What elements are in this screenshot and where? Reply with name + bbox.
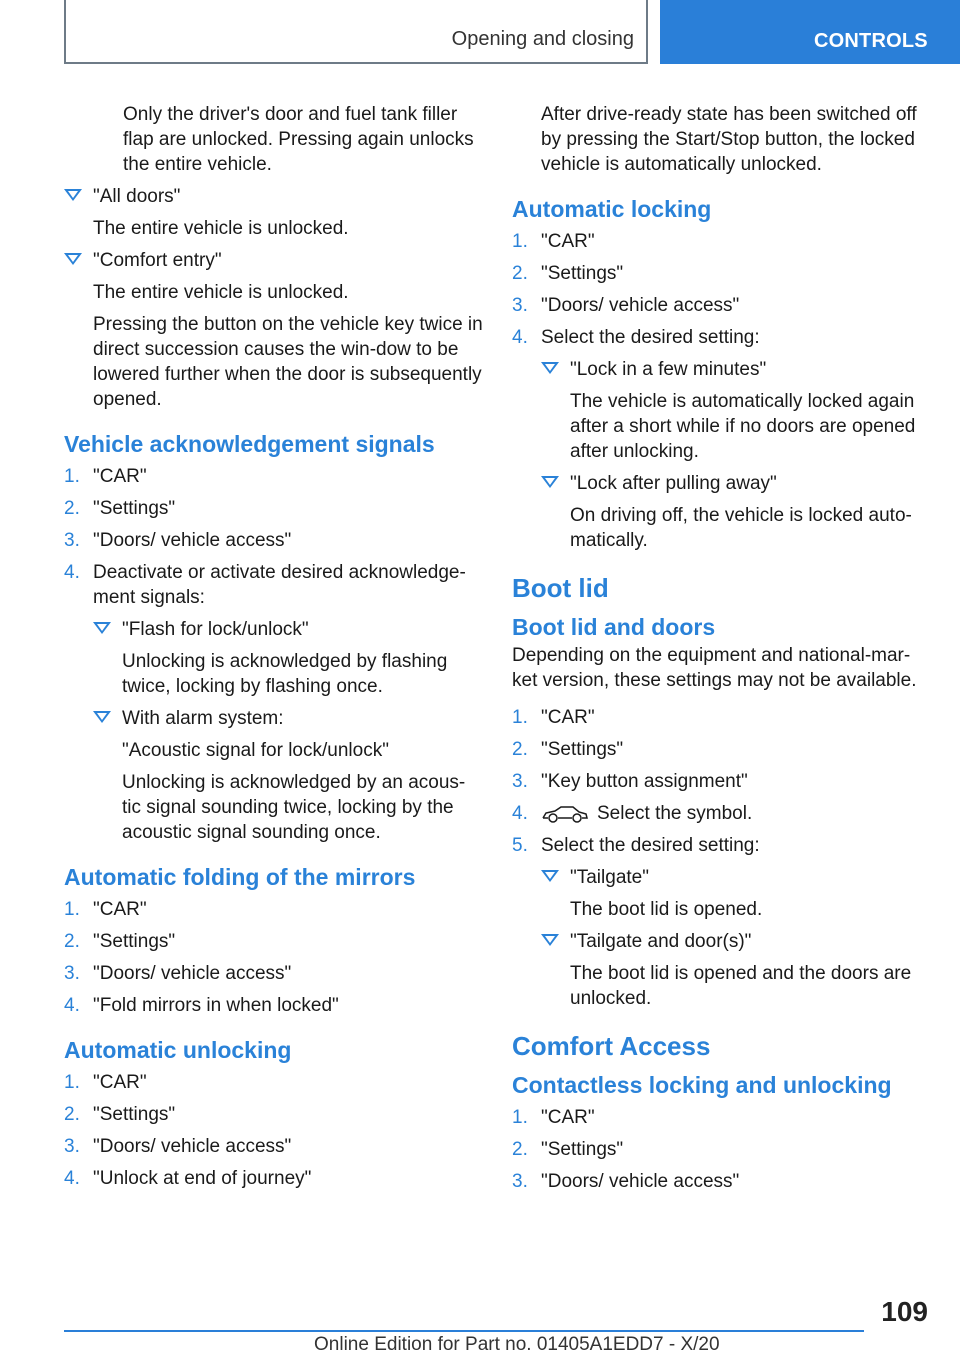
triangle-bullet-icon <box>541 362 559 374</box>
list-item: 4. Select the symbol. <box>512 803 753 824</box>
fold-steps <box>64 897 484 1018</box>
boot-options-list <box>541 865 932 1011</box>
lock-steps <box>512 229 932 553</box>
boot-steps <box>512 705 932 1011</box>
list-item: 1. "CAR" <box>512 707 595 728</box>
list-item: With alarm system: "Acoustic signal for lock/unlock" Unlocking is acknowledged by an acous-tic signal sounding twice, locking by the acoustic signal sounding once. <box>93 706 484 845</box>
list-item: "Tailgate" The boot lid is opened. <box>541 865 932 922</box>
list-item: "Lock in a few minutes" The vehicle is automatically locked again after a short while if no doors are opened after unlocking. <box>541 357 932 464</box>
triangle-bullet-icon <box>541 870 559 882</box>
list-item: 3. "Doors/ vehicle access" <box>512 295 740 316</box>
footer-edition: Online Edition for Part no. 01405A1EDD7 - X/20 <box>314 1334 720 1355</box>
unlock-steps <box>64 1070 484 1191</box>
list-item: 1. "CAR" <box>64 899 147 920</box>
list-item: "All doors" The entire vehicle is unlocked. <box>64 184 484 241</box>
list-item: 4. "Unlock at end of journey" <box>64 1168 312 1189</box>
unlock-options-list <box>64 184 484 412</box>
triangle-bullet-icon <box>64 189 82 201</box>
page-header <box>0 0 960 66</box>
heading-boot-lid-doors: Boot lid and doors <box>512 614 716 640</box>
boot-intro: Depending on the equipment and national-mar-ket version, these settings may not be available. <box>512 645 917 691</box>
list-item: 2. "Settings" <box>512 263 624 284</box>
list-item: 3. "Doors/ vehicle access" <box>64 1136 292 1157</box>
list-item: 1. "CAR" <box>64 1072 147 1093</box>
list-item: 1. "CAR" <box>512 231 595 252</box>
list-item: "Flash for lock/unlock" Unlocking is acknowledged by flashing twice, locking by flashing once. <box>93 617 484 699</box>
triangle-bullet-icon <box>93 711 111 723</box>
left-column <box>64 102 484 1198</box>
heading-mirror-folding: Automatic folding of the mirrors <box>64 864 416 890</box>
triangle-bullet-icon <box>541 934 559 946</box>
list-item: 3. "Doors/ vehicle access" <box>64 530 292 551</box>
list-item: "Lock after pulling away" On driving off, the vehicle is locked auto-matically. <box>541 471 932 553</box>
list-item: 1. "CAR" <box>512 1107 595 1128</box>
car-icon <box>541 804 589 824</box>
list-item: 4. "Fold mirrors in when locked" <box>64 995 339 1016</box>
heading-auto-locking: Automatic locking <box>512 196 712 222</box>
heading-auto-unlocking: Automatic unlocking <box>64 1037 292 1063</box>
triangle-bullet-icon <box>93 622 111 634</box>
page-number: 109 <box>881 1296 928 1327</box>
lock-options-list <box>541 357 932 553</box>
intro-paragraph: After drive-ready state has been switched off by pressing the Start/Stop button, the locked vehicle is automatically unlocked. <box>541 104 917 175</box>
list-item: 2. "Settings" <box>64 931 176 952</box>
right-column <box>512 102 932 1201</box>
ack-options-list <box>93 617 484 845</box>
list-item: 2. "Settings" <box>512 739 624 760</box>
list-item: 3. "Doors/ vehicle access" <box>512 1171 740 1192</box>
list-item: 2. "Settings" <box>512 1139 624 1160</box>
list-item: 4. Select the desired setting: "Lock in a few minutes" The vehicle is automatically locked again after a short while if no doors are opened after unlocking. "Lock after pulling away" On driving off, the vehicle is locked auto-matically. <box>512 325 932 553</box>
list-item: 2. "Settings" <box>64 498 176 519</box>
triangle-bullet-icon <box>541 476 559 488</box>
triangle-bullet-icon <box>64 253 82 265</box>
list-item: 1. "CAR" <box>64 466 147 487</box>
list-item: "Tailgate and door(s)" The boot lid is opened and the doors are unlocked. <box>541 929 932 1011</box>
heading-acknowledgement: Vehicle acknowledgement signals <box>64 431 435 457</box>
list-item: "Comfort entry" The entire vehicle is unlocked. Pressing the button on the vehicle key twice in direct succession causes the win-dow to be lowered further when the door is subsequently opened. <box>64 248 484 412</box>
list-item: 4. Deactivate or activate desired acknowledge-ment signals: "Flash for lock/unlock" Unlocking is acknowledged by flashing twice, locking by flashing once. With alarm system: "Acoustic signal for lock/unlock" Unlocking is acknowledged by an acous-tic signal sounding twice, locking by the acoustic signal sounding once. <box>64 560 484 845</box>
list-item: 3. "Key button assignment" <box>512 771 748 792</box>
heading-boot-lid: Boot lid <box>512 573 609 603</box>
ack-steps <box>64 464 484 845</box>
header-tab-label: CONTROLS <box>814 30 928 52</box>
list-item: 2. "Settings" <box>64 1104 176 1125</box>
list-item: 5. Select the desired setting: "Tailgate" The boot lid is opened. "Tailgate and door(s)" The boot lid is opened and the doors are unlocked. <box>512 833 932 1011</box>
heading-comfort-access: Comfort Access <box>512 1031 711 1061</box>
list-item: 3. "Doors/ vehicle access" <box>64 963 292 984</box>
intro-paragraph: Only the driver's door and fuel tank filler flap are unlocked. Pressing again unlocks the entire vehicle. <box>123 104 474 175</box>
header-tab <box>660 0 960 64</box>
contactless-steps <box>512 1105 932 1194</box>
heading-contactless: Contactless locking and unlocking <box>512 1072 892 1098</box>
footer-divider <box>64 1330 864 1332</box>
header-section-title: Opening and closing <box>451 28 634 50</box>
